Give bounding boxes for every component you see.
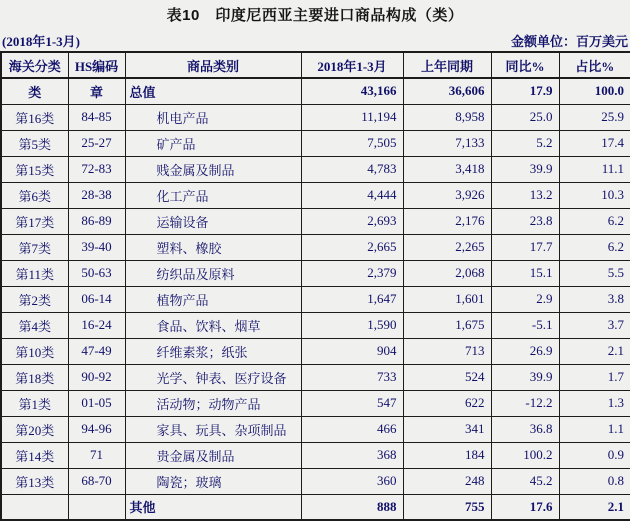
customs-class-cell: 第5类	[1, 130, 68, 156]
table-row	[1, 468, 630, 494]
yoy-percent-cell: 26.9	[491, 338, 559, 364]
share-percent-cell: 10.3	[559, 182, 630, 208]
yoy-percent-cell: 25.0	[491, 104, 559, 130]
yoy-percent-cell: 5.2	[491, 130, 559, 156]
current-value-cell: 1,647	[301, 286, 403, 312]
hs-code-cell: 90-92	[68, 364, 125, 390]
current-value-cell: 11,194	[301, 104, 403, 130]
share-percent-cell: 2.1	[559, 494, 630, 520]
customs-class-cell: 第10类	[1, 338, 68, 364]
header-commodity-category: 商品类别	[125, 52, 301, 78]
hs-code-cell: 47-49	[68, 338, 125, 364]
current-value-cell: 4,444	[301, 182, 403, 208]
hs-code-cell: 28-38	[68, 182, 125, 208]
table-row	[1, 494, 630, 520]
table-body	[1, 78, 630, 520]
hs-code-cell: 章	[68, 78, 125, 104]
previous-value-cell: 184	[403, 442, 491, 468]
current-value-cell: 904	[301, 338, 403, 364]
share-percent-cell: 1.3	[559, 390, 630, 416]
yoy-percent-cell: 17.9	[491, 78, 559, 104]
header-share-percent: 占比%	[559, 52, 630, 78]
previous-value-cell: 36,606	[403, 78, 491, 104]
hs-code-cell: 94-96	[68, 416, 125, 442]
commodity-name-cell: 机电产品	[125, 104, 301, 130]
share-percent-cell: 1.1	[559, 416, 630, 442]
commodity-name-cell: 矿产品	[125, 130, 301, 156]
customs-class-cell: 第2类	[1, 286, 68, 312]
table-row	[1, 182, 630, 208]
previous-value-cell: 1,675	[403, 312, 491, 338]
current-value-cell: 547	[301, 390, 403, 416]
share-percent-cell: 100.0	[559, 78, 630, 104]
table-row	[1, 78, 630, 104]
customs-class-cell: 第1类	[1, 390, 68, 416]
current-value-cell: 368	[301, 442, 403, 468]
current-value-cell: 7,505	[301, 130, 403, 156]
previous-value-cell: 2,176	[403, 208, 491, 234]
table-row	[1, 390, 630, 416]
yoy-percent-cell: 17.7	[491, 234, 559, 260]
commodity-name-cell: 光学、钟表、医疗设备	[125, 364, 301, 390]
commodity-name-cell: 食品、饮料、烟草	[125, 312, 301, 338]
yoy-percent-cell: 23.8	[491, 208, 559, 234]
hs-code-cell: 39-40	[68, 234, 125, 260]
header-previous-period: 上年同期	[403, 52, 491, 78]
table-row	[1, 156, 630, 182]
share-percent-cell: 1.7	[559, 364, 630, 390]
table-row	[1, 442, 630, 468]
hs-code-cell: 68-70	[68, 468, 125, 494]
yoy-percent-cell: 13.2	[491, 182, 559, 208]
previous-value-cell: 3,418	[403, 156, 491, 182]
previous-value-cell: 7,133	[403, 130, 491, 156]
customs-class-cell: 第14类	[1, 442, 68, 468]
previous-value-cell: 713	[403, 338, 491, 364]
hs-code-cell: 71	[68, 442, 125, 468]
table-row	[1, 260, 630, 286]
yoy-percent-cell: 36.8	[491, 416, 559, 442]
share-percent-cell: 11.1	[559, 156, 630, 182]
current-value-cell: 360	[301, 468, 403, 494]
hs-code-cell: 86-89	[68, 208, 125, 234]
import-commodities-table	[0, 51, 630, 521]
commodity-name-cell: 运输设备	[125, 208, 301, 234]
customs-class-cell: 第13类	[1, 468, 68, 494]
customs-class-cell: 第16类	[1, 104, 68, 130]
current-value-cell: 888	[301, 494, 403, 520]
previous-value-cell: 3,926	[403, 182, 491, 208]
previous-value-cell: 524	[403, 364, 491, 390]
previous-value-cell: 248	[403, 468, 491, 494]
hs-code-cell: 16-24	[68, 312, 125, 338]
table-row	[1, 338, 630, 364]
hs-code-cell: 84-85	[68, 104, 125, 130]
table-row	[1, 416, 630, 442]
previous-value-cell: 1,601	[403, 286, 491, 312]
customs-class-cell: 类	[1, 78, 68, 104]
share-percent-cell: 0.8	[559, 468, 630, 494]
current-value-cell: 43,166	[301, 78, 403, 104]
table-title: 表10 印度尼西亚主要进口商品构成（类）	[166, 7, 464, 24]
subtitle-row	[0, 25, 630, 51]
current-value-cell: 4,783	[301, 156, 403, 182]
table-row	[1, 130, 630, 156]
unit-label: 金额单位：百万美元	[510, 34, 628, 49]
yoy-percent-cell: -5.1	[491, 312, 559, 338]
commodity-name-cell: 纤维素浆；纸张	[125, 338, 301, 364]
hs-code-cell	[68, 494, 125, 520]
previous-value-cell: 622	[403, 390, 491, 416]
current-value-cell: 1,590	[301, 312, 403, 338]
previous-value-cell: 8,958	[403, 104, 491, 130]
header-customs-class: 海关分类	[1, 52, 68, 78]
yoy-percent-cell: 17.6	[491, 494, 559, 520]
table-row	[1, 234, 630, 260]
table-row	[1, 208, 630, 234]
header-row	[1, 52, 630, 78]
share-percent-cell: 3.8	[559, 286, 630, 312]
yoy-percent-cell: 100.2	[491, 442, 559, 468]
hs-code-cell: 01-05	[68, 390, 125, 416]
share-percent-cell: 2.1	[559, 338, 630, 364]
share-percent-cell: 6.2	[559, 208, 630, 234]
share-percent-cell: 6.2	[559, 234, 630, 260]
yoy-percent-cell: 15.1	[491, 260, 559, 286]
header-current-period: 2018年1-3月	[301, 52, 403, 78]
yoy-percent-cell: -12.2	[491, 390, 559, 416]
header-hs-code: HS编码	[68, 52, 125, 78]
yoy-percent-cell: 39.9	[491, 364, 559, 390]
commodity-name-cell: 其他	[125, 494, 301, 520]
share-percent-cell: 0.9	[559, 442, 630, 468]
yoy-percent-cell: 39.9	[491, 156, 559, 182]
table-row	[1, 104, 630, 130]
customs-class-cell: 第7类	[1, 234, 68, 260]
customs-class-cell: 第15类	[1, 156, 68, 182]
current-value-cell: 2,665	[301, 234, 403, 260]
customs-class-cell: 第6类	[1, 182, 68, 208]
share-percent-cell: 5.5	[559, 260, 630, 286]
commodity-name-cell: 陶瓷；玻璃	[125, 468, 301, 494]
commodity-name-cell: 总值	[125, 78, 301, 104]
customs-class-cell: 第20类	[1, 416, 68, 442]
current-value-cell: 2,379	[301, 260, 403, 286]
share-percent-cell: 25.9	[559, 104, 630, 130]
customs-class-cell: 第17类	[1, 208, 68, 234]
customs-class-cell: 第18类	[1, 364, 68, 390]
header-yoy-percent: 同比%	[491, 52, 559, 78]
previous-value-cell: 755	[403, 494, 491, 520]
current-value-cell: 466	[301, 416, 403, 442]
commodity-name-cell: 植物产品	[125, 286, 301, 312]
share-percent-cell: 3.7	[559, 312, 630, 338]
hs-code-cell: 50-63	[68, 260, 125, 286]
customs-class-cell: 第4类	[1, 312, 68, 338]
previous-value-cell: 2,265	[403, 234, 491, 260]
current-value-cell: 2,693	[301, 208, 403, 234]
customs-class-cell: 第11类	[1, 260, 68, 286]
yoy-percent-cell: 45.2	[491, 468, 559, 494]
yoy-percent-cell: 2.9	[491, 286, 559, 312]
previous-value-cell: 341	[403, 416, 491, 442]
commodity-name-cell: 纺织品及原料	[125, 260, 301, 286]
commodity-name-cell: 家具、玩具、杂项制品	[125, 416, 301, 442]
commodity-name-cell: 贵金属及制品	[125, 442, 301, 468]
previous-value-cell: 2,068	[403, 260, 491, 286]
period-label: (2018年1-3月)	[2, 34, 80, 49]
commodity-name-cell: 活动物；动物产品	[125, 390, 301, 416]
hs-code-cell: 25-27	[68, 130, 125, 156]
commodity-name-cell: 贱金属及制品	[125, 156, 301, 182]
table-row	[1, 286, 630, 312]
commodity-name-cell: 塑料、橡胶	[125, 234, 301, 260]
commodity-name-cell: 化工产品	[125, 182, 301, 208]
hs-code-cell: 72-83	[68, 156, 125, 182]
table-row	[1, 364, 630, 390]
hs-code-cell: 06-14	[68, 286, 125, 312]
current-value-cell: 733	[301, 364, 403, 390]
share-percent-cell: 17.4	[559, 130, 630, 156]
customs-class-cell	[1, 494, 68, 520]
table-row	[1, 312, 630, 338]
